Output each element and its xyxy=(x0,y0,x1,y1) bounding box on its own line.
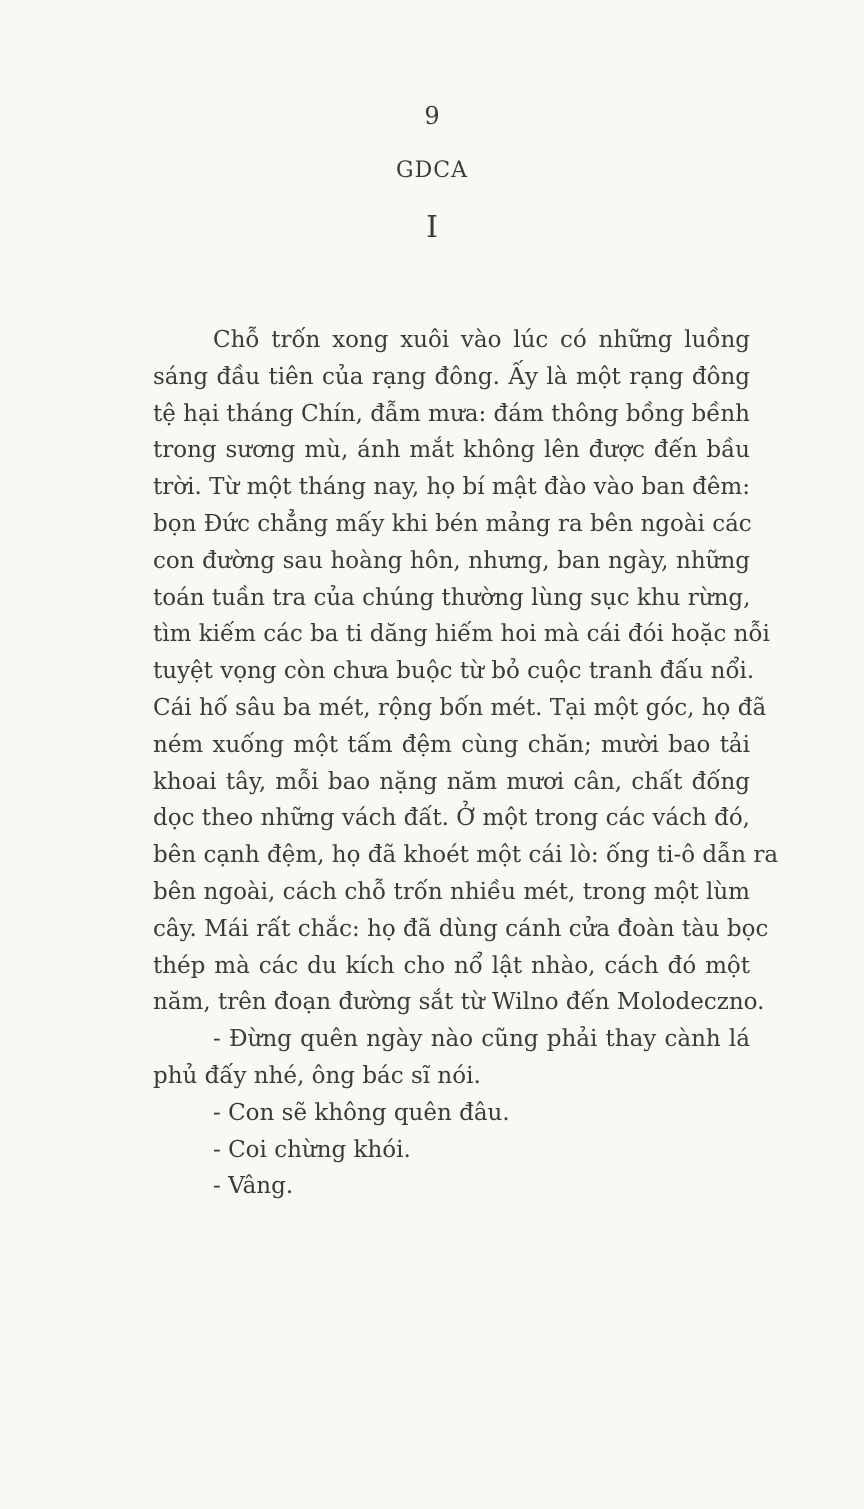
text-line: - Vâng. xyxy=(213,1173,294,1200)
text-line: sáng đầu tiên của rạng đông. Ấy là một rạng đông xyxy=(153,363,750,390)
section-number: I xyxy=(426,210,438,245)
chapter-title: GDCA xyxy=(396,158,468,183)
text-line: thép mà các du kích cho nổ lật nhào, cách đó một xyxy=(153,952,750,979)
text-line: - Đừng quên ngày nào cũng phải thay cành lá xyxy=(213,1026,750,1053)
text-line: phủ đấy nhé, ông bác sĩ nói. xyxy=(153,1062,481,1089)
text-line: ném xuống một tấm đệm cùng chăn; mười bao tải xyxy=(153,731,750,758)
text-line: bên ngoài, cách chỗ trốn nhiều mét, trong một lùm xyxy=(153,878,750,905)
text-line: cây. Mái rất chắc: họ đã dùng cánh cửa đoàn tàu bọc xyxy=(153,915,769,942)
text-line: tệ hại tháng Chín, đẫm mưa: đám thông bồng bềnh xyxy=(153,400,750,427)
text-line: toán tuần tra của chúng thường lùng sục khu rừng, xyxy=(153,584,751,611)
text-line: trời. Từ một tháng nay, họ bí mật đào vào ban đêm: xyxy=(153,474,750,501)
text-line: tìm kiếm các ba ti dăng hiếm hoi mà cái đói hoặc nỗi xyxy=(153,621,770,648)
text-line: - Con sẽ không quên đâu. xyxy=(213,1099,510,1126)
text-line: Chỗ trốn xong xuôi vào lúc có những luồng xyxy=(213,327,750,353)
text-line: trong sương mù, ánh mắt không lên được đến bầu xyxy=(153,437,750,464)
text-line: năm, trên đoạn đường sắt từ Wilno đến Molodeczno. xyxy=(153,989,765,1016)
text-line: dọc theo những vách đất. Ở một trong các vách đó, xyxy=(153,805,750,832)
chapter-number: 9 xyxy=(424,102,440,130)
text-line: tuyệt vọng còn chưa buộc từ bỏ cuộc tranh đấu nổi. xyxy=(153,658,755,685)
text-line: con đường sau hoàng hôn, nhưng, ban ngày, những xyxy=(153,547,750,574)
text-line: Cái hố sâu ba mét, rộng bốn mét. Tại một góc, họ đã xyxy=(153,694,767,721)
text-line: bọn Đức chẳng mấy khi bén mảng ra bên ngoài các xyxy=(153,510,752,537)
text-line: khoai tây, mỗi bao nặng năm mươi cân, chất đống xyxy=(153,768,750,795)
text-line: bên cạnh đệm, họ đã khoét một cái lò: ống ti-ô dẫn ra xyxy=(153,842,779,869)
body-text xyxy=(153,322,779,1205)
text-line: - Coi chừng khói. xyxy=(213,1136,411,1163)
